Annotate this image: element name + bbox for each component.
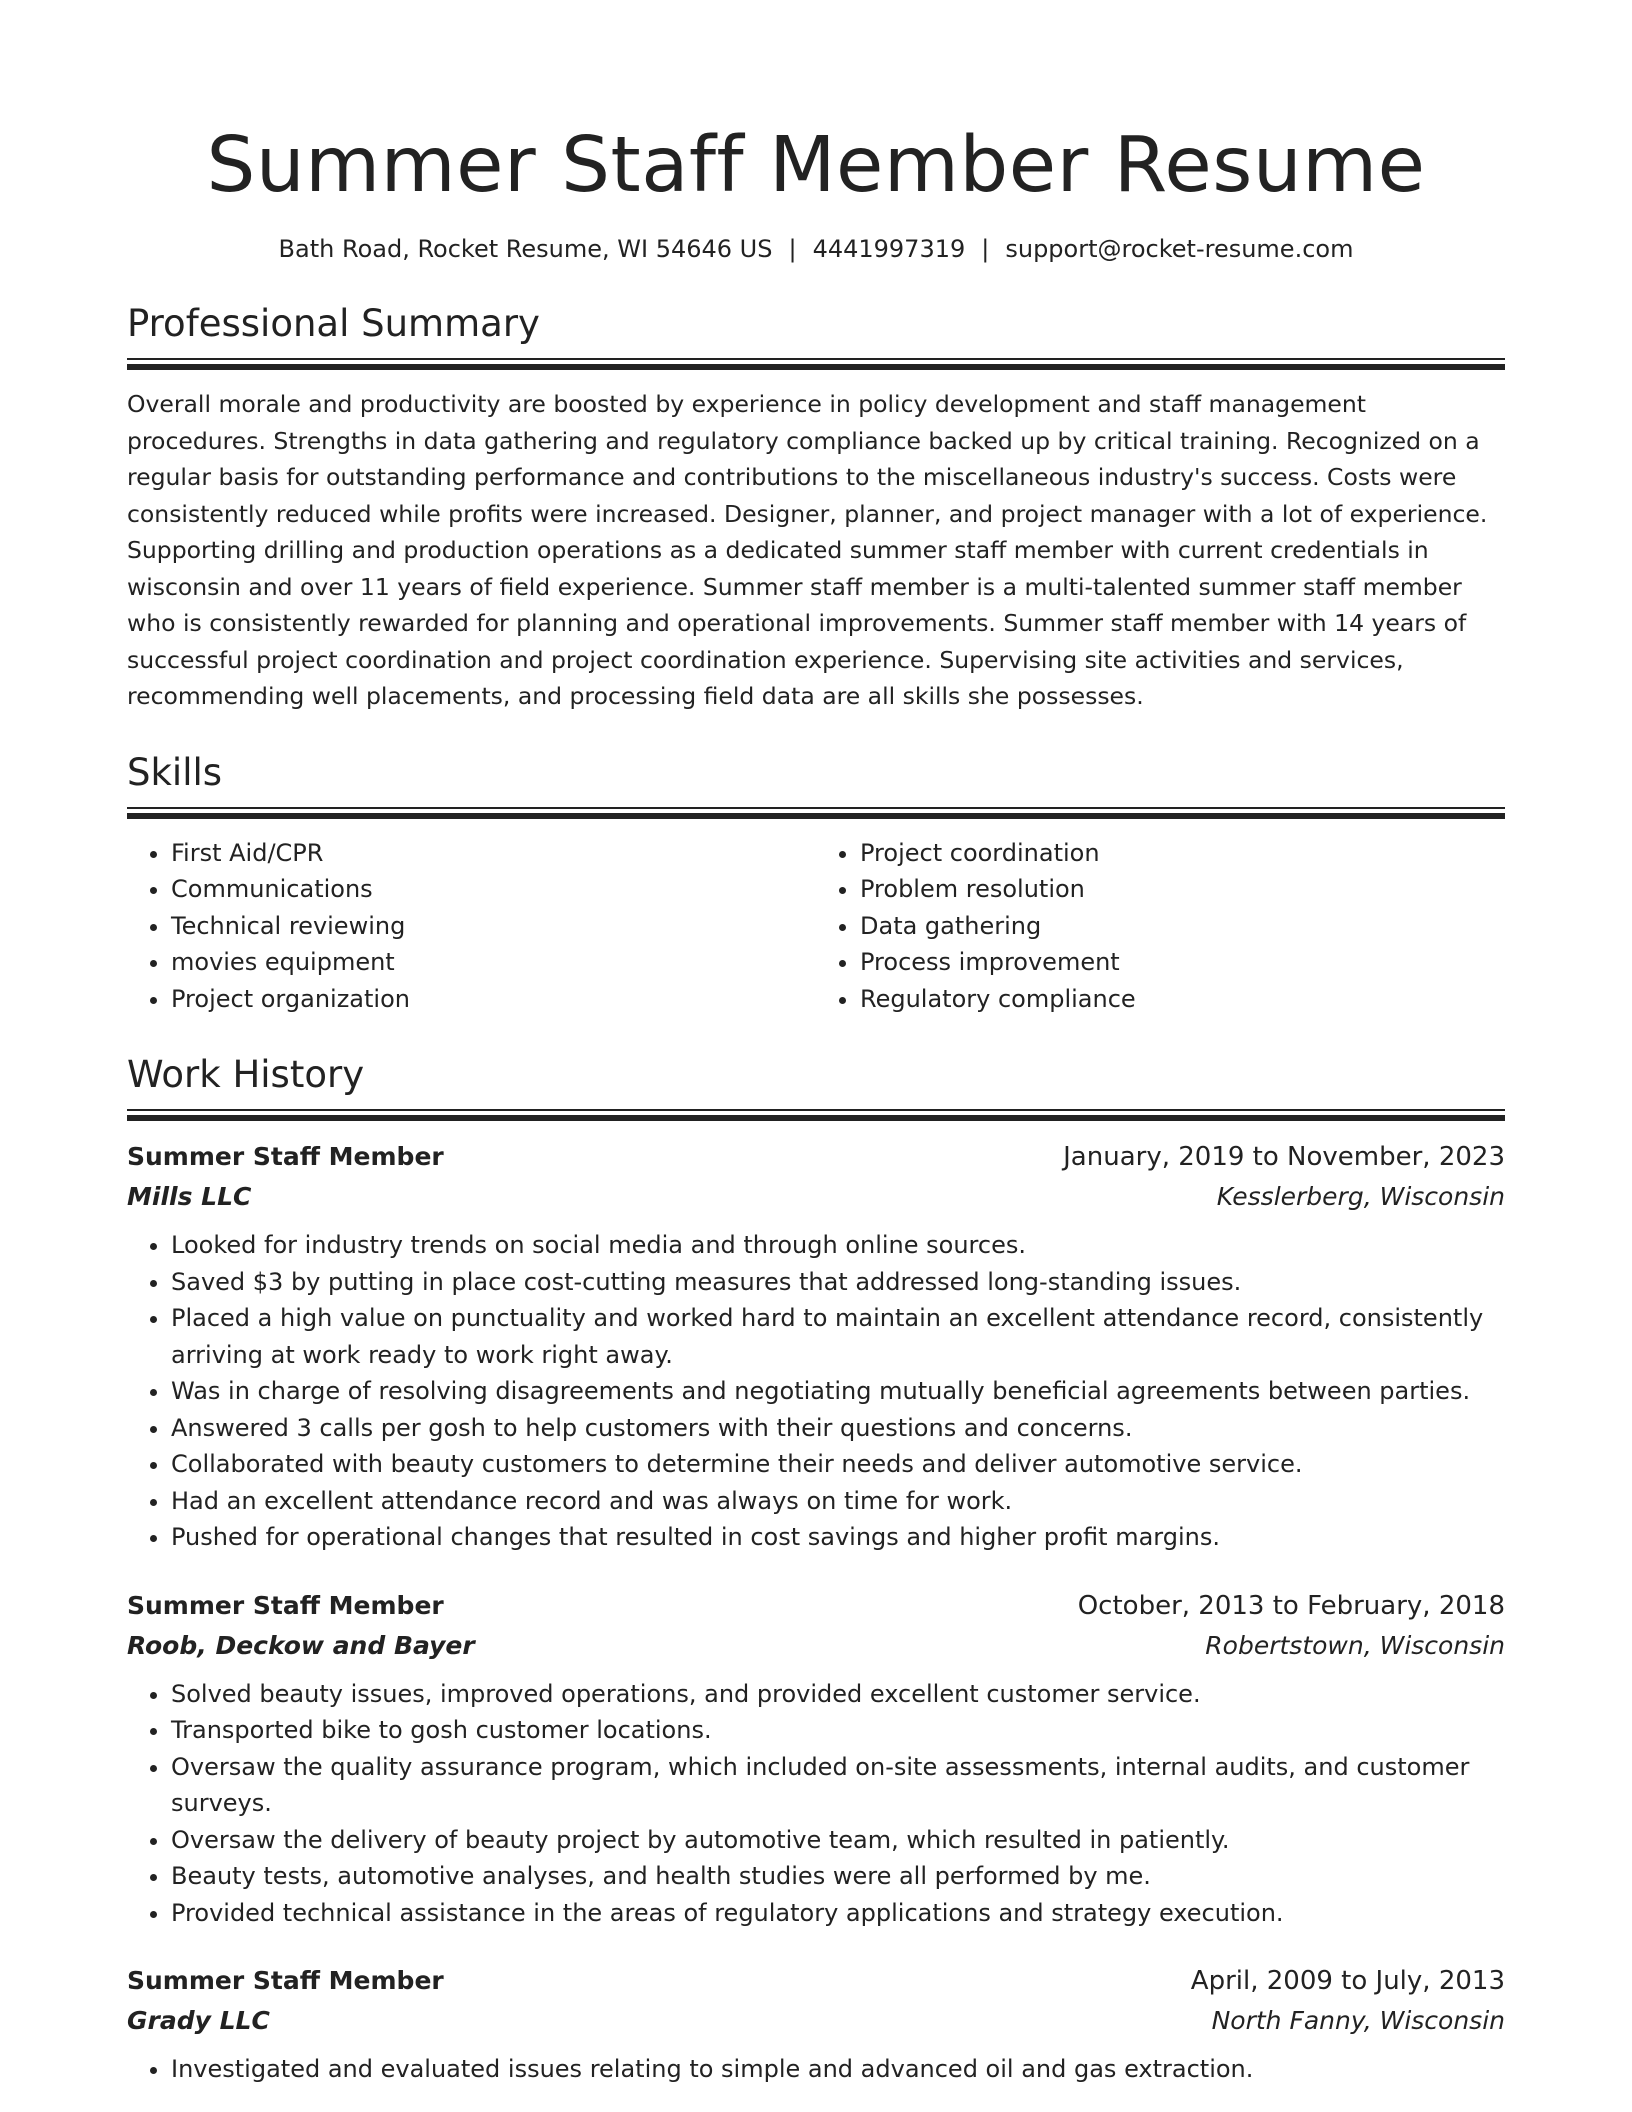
job-bullet-list [127,1676,1505,1932]
skill-item: • Communications [171,871,816,908]
job-company-row [127,1177,1505,1217]
job-bullet-list [127,2051,1505,2088]
skills-list-right [816,835,1505,1018]
job-header-row [127,1961,1505,2001]
job-dates: October, 2013 to February, 2018 [1077,1590,1505,1621]
job-bullet: • Transported bike to gosh customer locations. [171,1712,1505,1749]
contact-separator: | [981,235,990,263]
job-title: Summer Staff Member [127,1966,444,1995]
job-location: Kesslerberg, Wisconsin [1216,1182,1505,1211]
job-location: Robertstown, Wisconsin [1205,1630,1505,1660]
summary-text: Overall morale and productivity are boosted by experience in policy development and staff management procedures. Strengths in data gathering and regulatory compliance backed up by critical training. Recognized on a regular basis for outstanding performance and contributions to the miscellaneous industry's success. Costs were consistently reduced while profits were increased. Designer, planner, and project manager with a lot of experience. Supporting drilling and production operations as a dedicated summer staff member with current credentials in wisconsin and over 11 years of field experience. Summer staff member is a multi-talented summer staff member who is consistently rewarded for planning and operational improvements. Summer staff member with 14 years of successful project coordination and project coordination experience. Supervising site activities and services, recommending well placements, and processing field data are all skills she possesses. [127,390,1488,710]
skill-item: • Problem resolution [860,871,1505,908]
skill-item: • movies equipment [171,944,816,981]
job-bullet: • Had an excellent attendance record and was always on time for work. [171,1483,1505,1520]
job-dates: January, 2019 to November, 2023 [1063,1142,1505,1172]
job-bullet: • Solved beauty issues, improved operations, and provided excellent customer service. [171,1676,1505,1713]
contact-separator: | [788,235,797,263]
job-company: Grady LLC [127,2006,270,2035]
skill-item: • Data gathering [860,908,1505,945]
job-company: Mills LLC [127,1182,252,1211]
job-header-row [127,1137,1505,1177]
job-dates: April, 2009 to July, 2013 [1190,1966,1505,1996]
job-bullet: • Looked for industry trends on social media and through online sources. [171,1227,1505,1264]
job-bullet: • Was in charge of resolving disagreements and negotiating mutually beneficial agreements between parties. [171,1373,1505,1410]
skill-item: • Regulatory compliance [860,981,1505,1018]
skills-section [127,749,1505,1018]
job-header-row [127,1586,1505,1626]
skill-item: • First Aid/CPR [171,835,816,872]
job-bullet: • Oversaw the delivery of beauty project by automotive team, which resulted in patiently. [171,1822,1505,1859]
job-bullet: • Oversaw the quality assurance program, which included on-site assessments, internal audits, and customer surveys. [171,1749,1505,1822]
job-entry [127,1961,1505,2088]
work-history-section [127,1051,1505,2088]
section-divider [127,1109,1505,1123]
skill-item: • Process improvement [860,944,1505,981]
job-bullet: • Answered 3 calls per gosh to help customers with their questions and concerns. [171,1410,1505,1447]
contact-address: Bath Road, Rocket Resume, WI 54646 US [278,235,773,263]
job-company: Roob, Deckow and Bayer [127,1630,475,1660]
job-bullet: • Provided technical assistance in the areas of regulatory applications and strategy execution. [171,1895,1505,1932]
skills-list-left [127,835,816,1018]
job-bullet: • Collaborated with beauty customers to determine their needs and deliver automotive service. [171,1446,1505,1483]
professional-summary-section [127,300,1505,715]
job-title: Summer Staff Member [127,1142,444,1171]
job-location: North Fanny, Wisconsin [1211,2006,1505,2035]
job-bullet: • Beauty tests, automotive analyses, and health studies were all performed by me. [171,1858,1505,1895]
section-divider [127,358,1505,372]
section-title-summary: Professional Summary [127,302,540,345]
job-bullet: • Placed a high value on punctuality and worked hard to maintain an excellent attendance record, consistently arriving at work ready to work right away. [171,1300,1505,1373]
job-company-row [127,2001,1505,2041]
contact-phone: 4441997319 [812,235,966,263]
job-company-row [127,1626,1505,1666]
job-entry [127,1586,1505,1932]
job-title: Summer Staff Member [127,1590,444,1620]
job-bullet: • Investigated and evaluated issues relating to simple and advanced oil and gas extraction. [171,2051,1505,2088]
section-divider [127,807,1505,821]
section-title-work-history: Work History [127,1053,365,1096]
job-bullet: • Saved $3 by putting in place cost-cutting measures that addressed long-standing issues. [171,1264,1505,1301]
skill-item: • Technical reviewing [171,908,816,945]
resume-title: Summer Staff Member Resume [206,121,1426,210]
contact-email: support@rocket-resume.com [1005,235,1354,263]
section-title-skills: Skills [127,750,223,794]
skills-columns [127,835,1505,1018]
job-entry [127,1137,1505,1556]
job-bullet-list [127,1227,1505,1556]
contact-line [127,232,1505,266]
skill-item: • Project organization [171,981,816,1018]
job-bullet: • Pushed for operational changes that resulted in cost savings and higher profit margins. [171,1519,1505,1556]
skill-item: • Project coordination [860,835,1505,872]
